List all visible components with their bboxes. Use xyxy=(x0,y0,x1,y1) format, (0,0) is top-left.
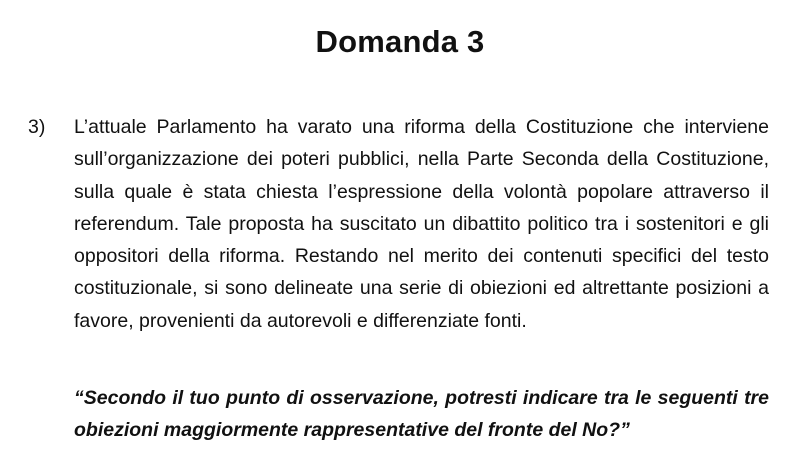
question-number: 3) xyxy=(28,116,46,138)
question-quote: “Secondo il tuo punto di osservazione, potresti indicare tra le seguenti tre obiezioni maggiormente rappresentative del fronte del No?” xyxy=(74,387,769,442)
page-title: Domanda 3 xyxy=(315,24,485,59)
question-body: L’attuale Parlamento ha varato una riforma della Costituzione che interviene sull’organizzazione dei poteri pubblici, nella Parte Seconda della Costituzione, sulla quale è stata chiesta l’espressione della volontà popolare attraverso il referendum. Tale proposta ha suscitato un dibattito politico tra i sostenitori e gli oppositori della riforma. Restando nel merito dei contenuti specifici del testo costituzionale, si sono delineate una serie di obiezioni ed altrettante posizioni a favore, provenienti da autorevoli e differenziate fonti. xyxy=(74,116,769,332)
